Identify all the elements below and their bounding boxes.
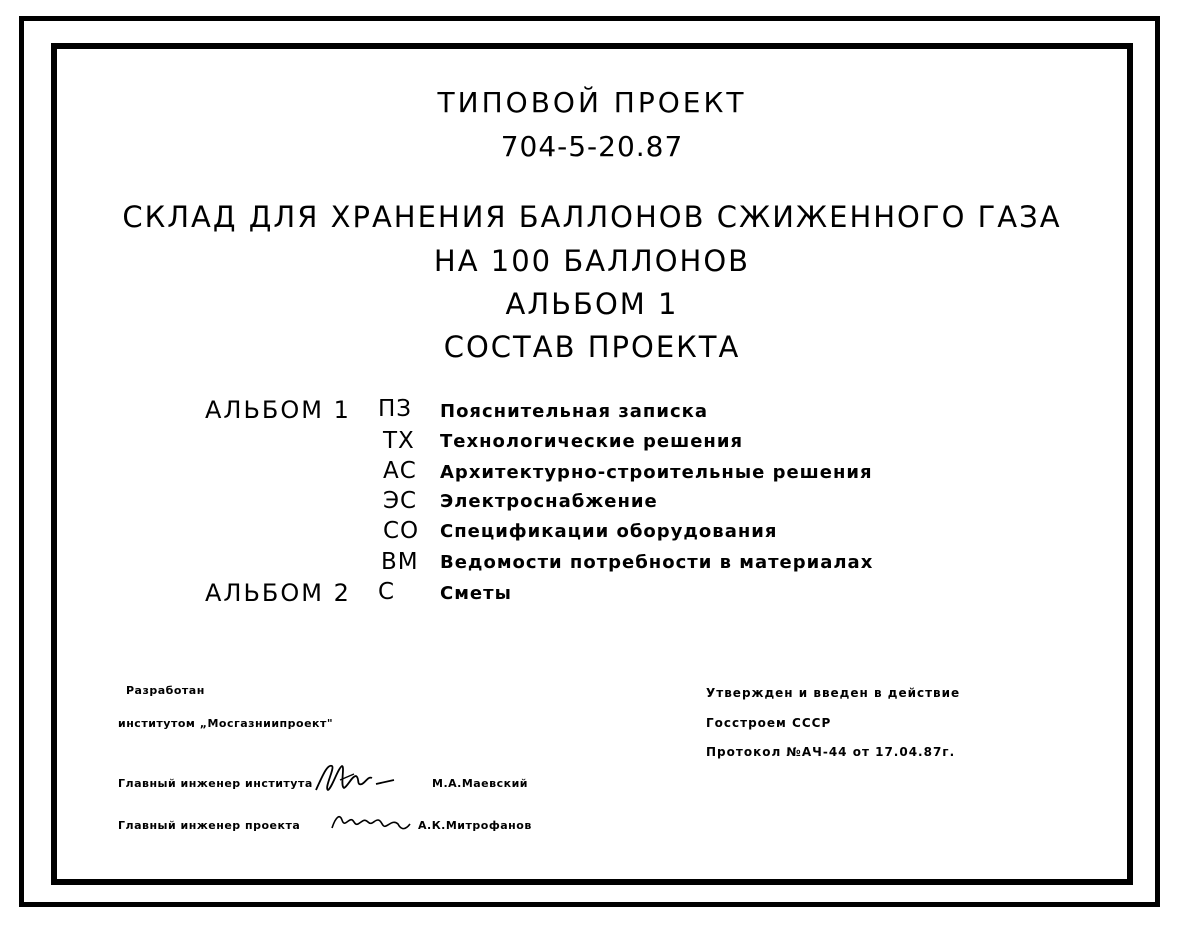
developer-institute: институтом „Мосгазниипроект" <box>118 717 334 730</box>
section-title: Электроснабжение <box>440 491 658 512</box>
chief-engineer-institute-name: М.А.Маевский <box>432 777 529 790</box>
subject-line-1: СКЛАД ДЛЯ ХРАНЕНИЯ БАЛЛОНОВ СЖИЖЕННОГО ГАЗА <box>122 200 1062 234</box>
section-code: С <box>378 579 396 605</box>
section-title: Пояснительная записка <box>440 401 709 422</box>
chief-engineer-project-name: А.К.Митрофанов <box>418 819 532 832</box>
approval-line-3: Протокол №АЧ-44 от 17.04.87г. <box>706 745 956 759</box>
approval-line-2: Госстроем СССР <box>706 716 832 730</box>
section-code: ЭС <box>383 488 418 514</box>
section-title: Спецификации оборудования <box>440 521 778 542</box>
developed-by-label: Разработан <box>126 684 205 697</box>
section-code: СО <box>383 518 420 544</box>
signature-image <box>310 758 414 798</box>
section-title: Ведомости потребности в материалах <box>440 552 874 573</box>
section-code: АС <box>383 458 417 484</box>
signature-image <box>328 808 414 838</box>
approval-line-1: Утвержден и введен в действие <box>706 686 961 700</box>
subject-line-2: НА 100 БАЛЛОНОВ <box>433 244 751 278</box>
section-code: ПЗ <box>378 396 413 422</box>
section-code: ТХ <box>383 428 415 454</box>
section-title: Технологические решения <box>440 431 744 452</box>
section-title: Архитектурно-строительные решения <box>440 462 873 483</box>
section-code: ВМ <box>381 549 419 575</box>
chief-engineer-project-label: Главный инженер проекта <box>118 819 301 832</box>
project-number: 704-5-20.87 <box>500 130 684 163</box>
section-heading: СОСТАВ ПРОЕКТА <box>443 330 741 364</box>
document-title: ТИПОВОЙ ПРОЕКТ <box>437 86 747 119</box>
section-title: Сметы <box>440 583 512 604</box>
album-heading: АЛЬБОМ 1 <box>505 287 679 321</box>
album-label: АЛЬБОМ 1 <box>205 396 351 424</box>
chief-engineer-institute-label: Главный инженер института <box>118 777 313 790</box>
album-label: АЛЬБОМ 2 <box>205 579 351 607</box>
